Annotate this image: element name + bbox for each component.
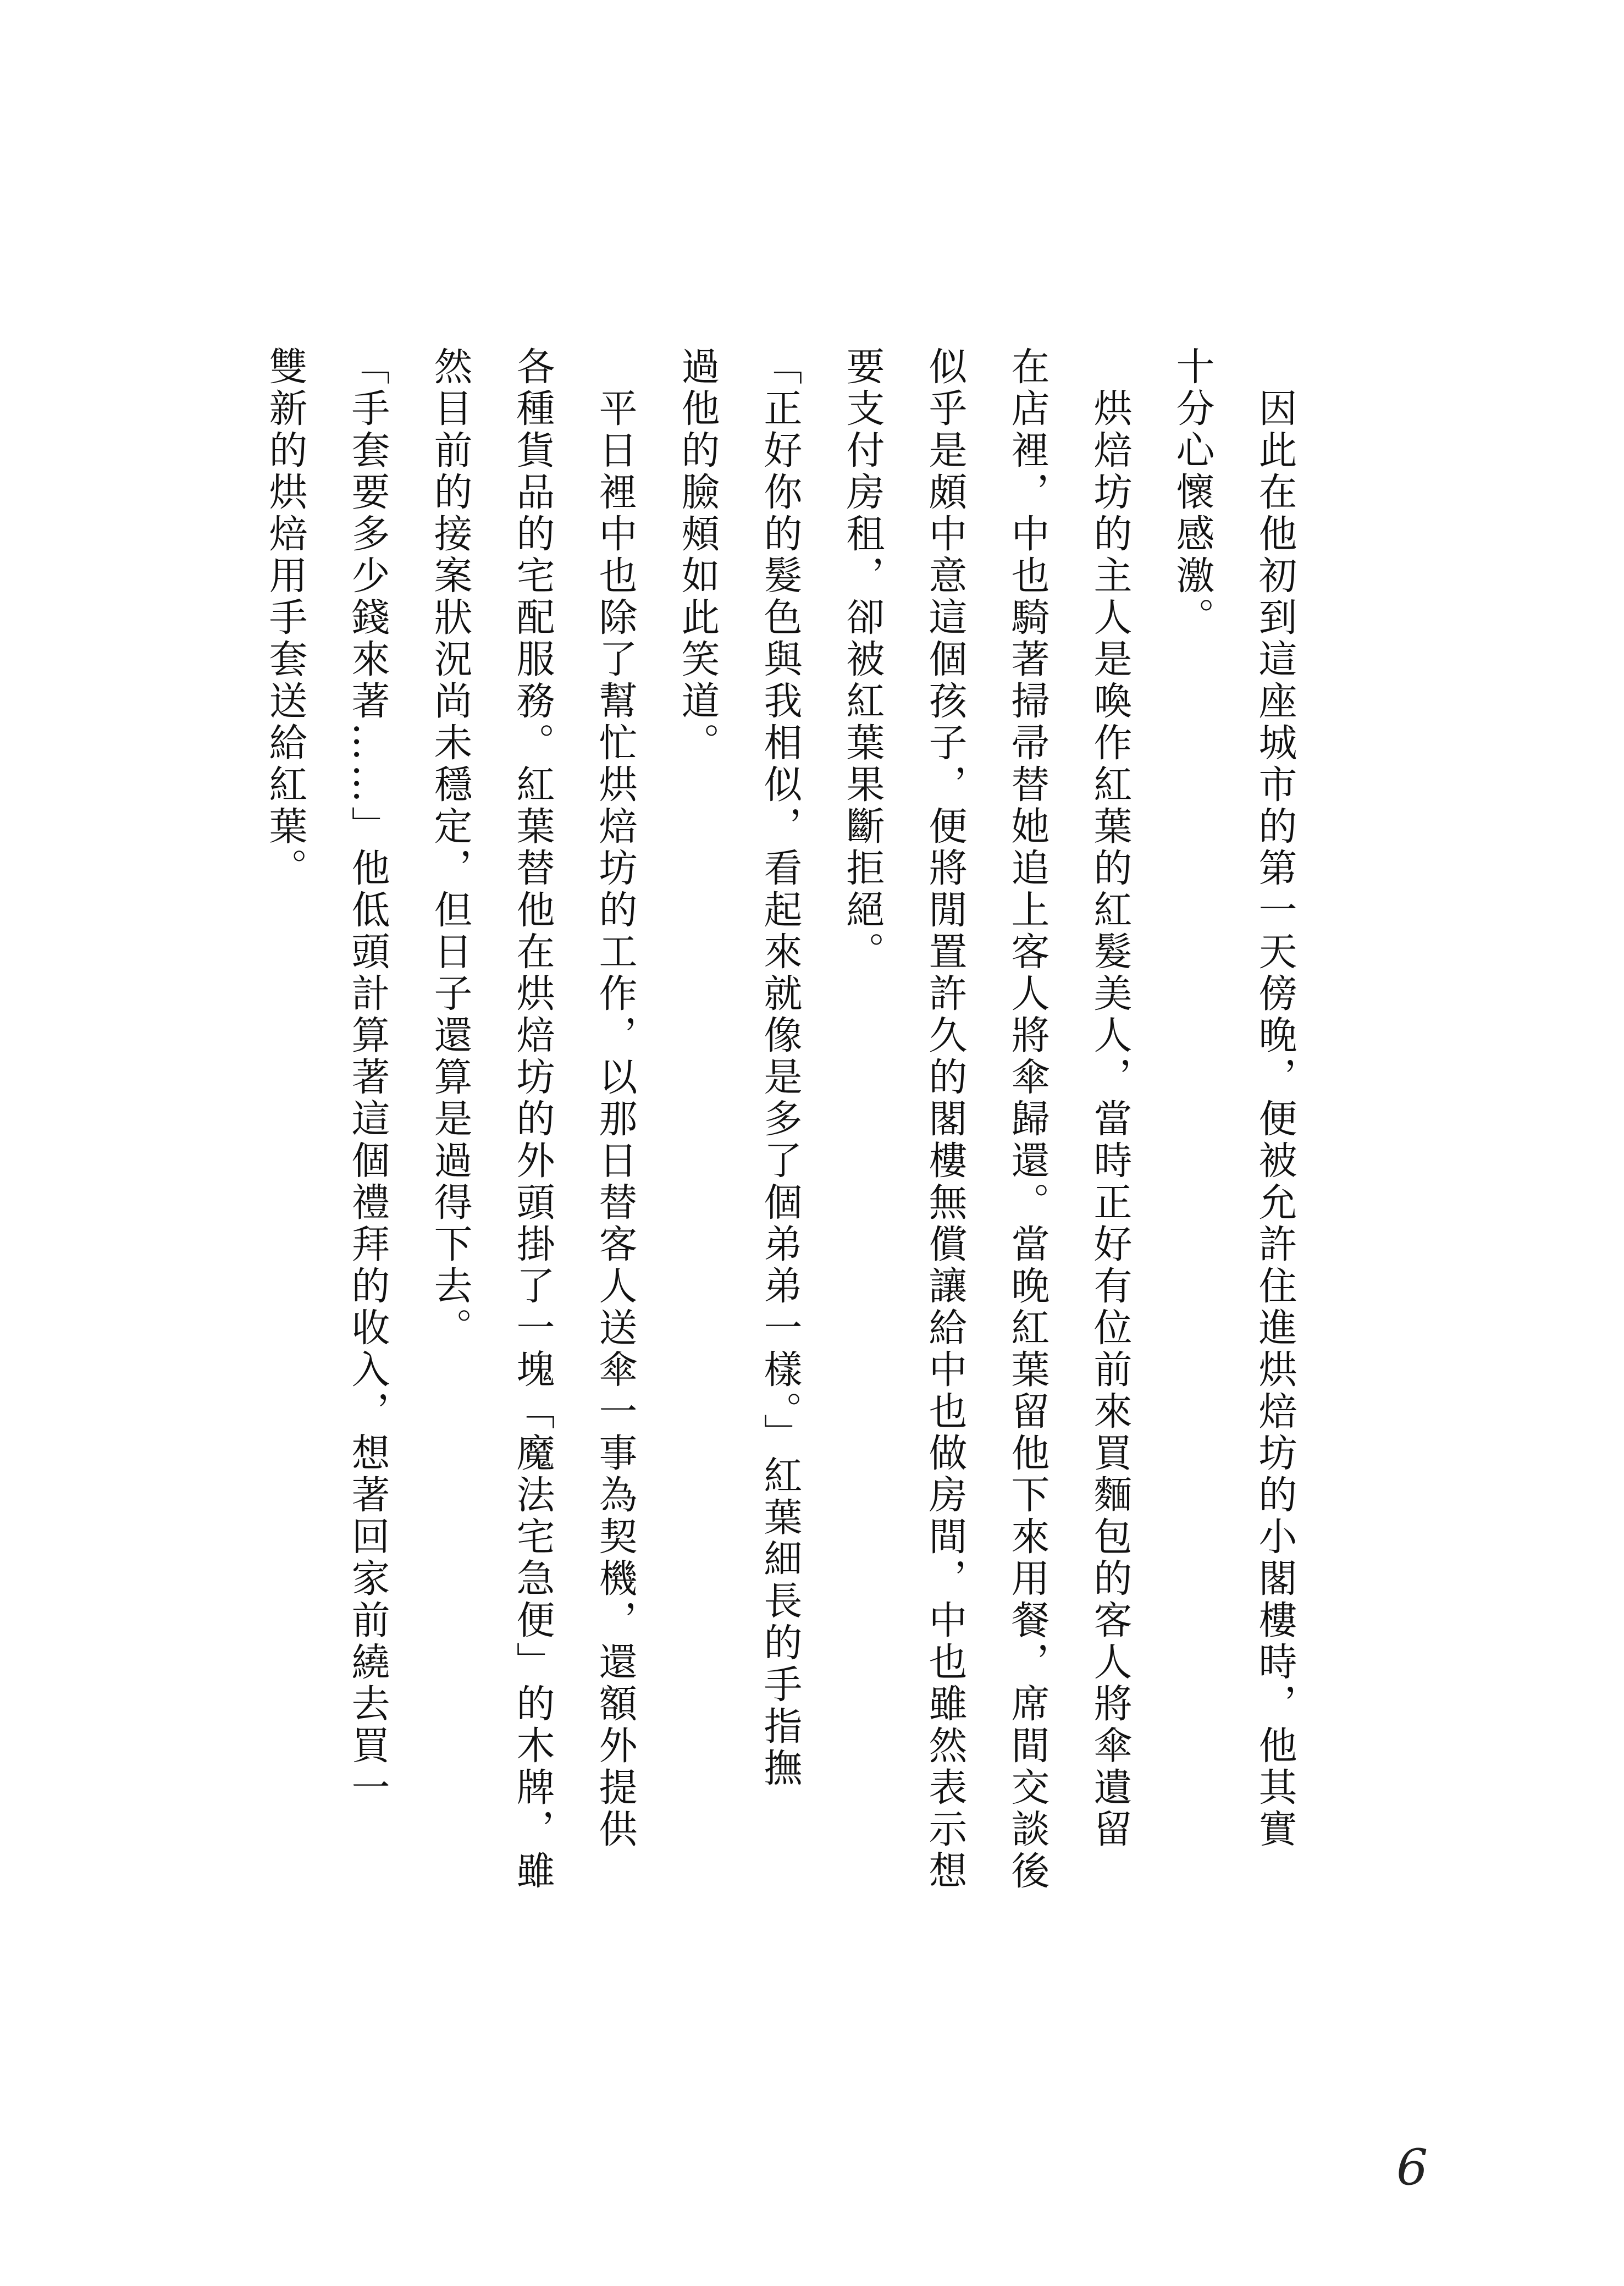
text-line: 「正好你的髮色與我相似，看起來就像是多了個弟弟一樣。」紅葉細長的手指撫 [758, 346, 803, 1790]
text-line: 平日裡中也除了幫忙烘焙坊的工作，以那日替客人送傘一事為契機，還額外提供 [593, 346, 638, 1851]
text-line: 要支付房租，卻被紅葉果斷拒絕。 [840, 346, 885, 973]
text-line: 各種貨品的宅配服務。紅葉替他在烘焙坊的外頭掛了一塊「魔法宅急便」的木牌，雖 [510, 346, 555, 1892]
text-line: 「手套要多少錢來著……」他低頭計算著這個禮拜的收入，想著回家前繞去買一 [345, 346, 390, 1809]
text-line: 在店裡，中也騎著掃帚替她追上客人將傘歸還。當晚紅葉留他下來用餐，席間交談後 [1005, 346, 1050, 1892]
text-line: 烘焙坊的主人是喚作紅葉的紅髮美人，當時正好有位前來買麵包的客人將傘遺留 [1087, 346, 1133, 1851]
text-line: 過他的臉頰如此笑道。 [675, 346, 720, 764]
text-line: 因此在他初到這座城市的第一天傍晚，便被允許住進烘焙坊的小閣樓時，他其實 [1252, 346, 1297, 1851]
text-line: 然目前的接案狀況尚未穩定，但日子還算是過得下去。 [428, 346, 473, 1349]
page-number: 6 [1396, 2139, 1428, 2196]
text-line: 似乎是頗中意這個孩子，便將閒置許久的閣樓無償讓給中也做房間，中也雖然表示想 [923, 346, 968, 1892]
text-line: 雙新的烘焙用手套送給紅葉。 [263, 346, 308, 890]
text-line: 十分心懷感激。 [1170, 346, 1215, 639]
body-text [244, 346, 1316, 1996]
